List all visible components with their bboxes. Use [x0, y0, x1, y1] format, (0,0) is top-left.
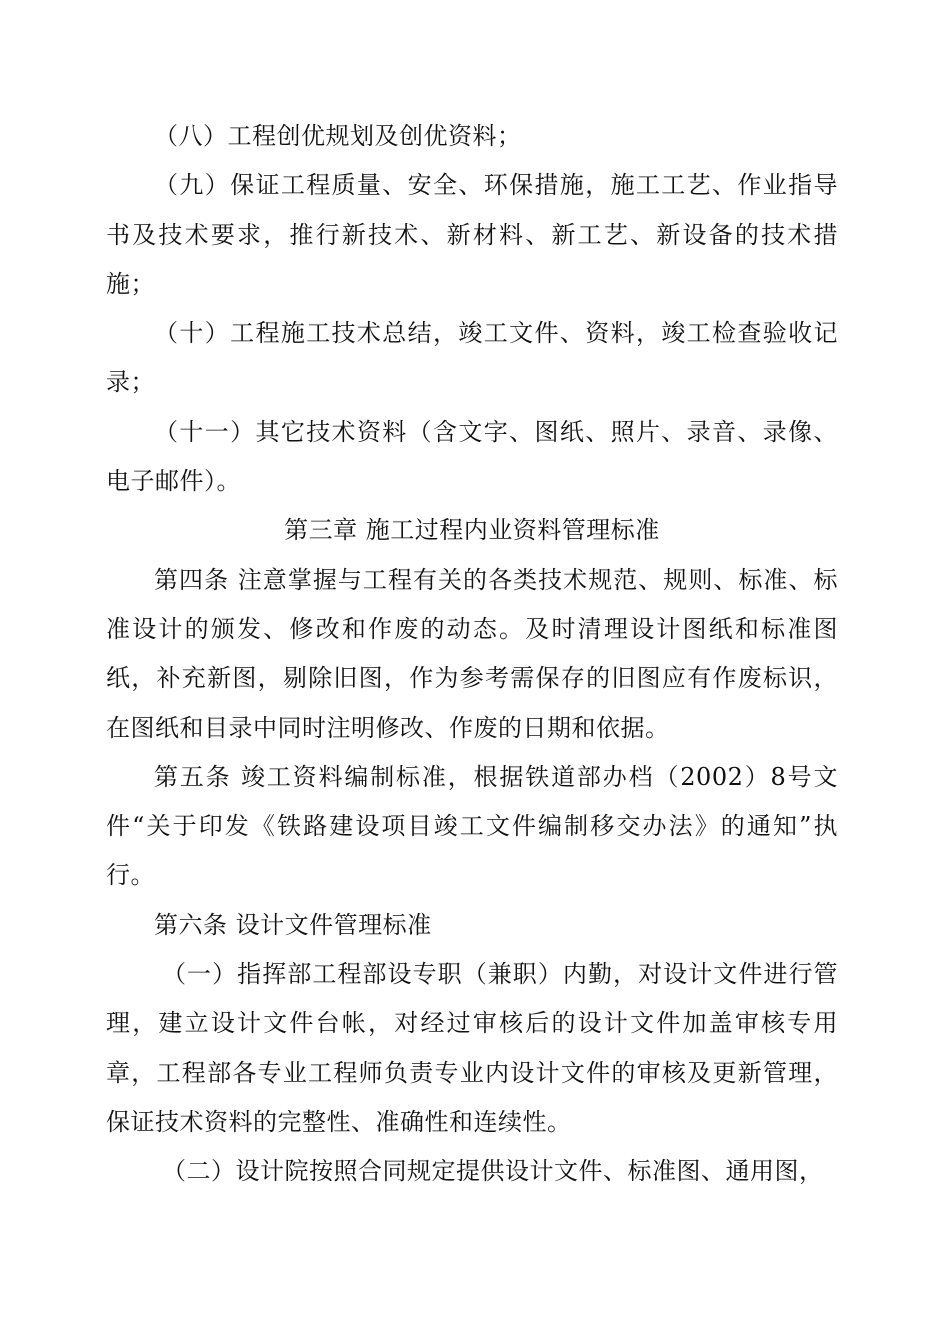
article-6-item-2: （二）设计院按照合同规定提供设计文件、标准图、通用图，	[162, 1157, 824, 1186]
paragraph-item-8: （八）工程创优规划及创优资料；	[154, 122, 522, 150]
paragraph-item-11: （十一）其它技术资料（含文字、图纸、照片、录音、录像、电子邮件）。	[106, 417, 838, 496]
article-4: 第四条 注意掌握与工程有关的各类技术规范、规则、标准、标准设计的颁发、修改和作废的动态。及时清理设计图纸和标准图纸，补充新图，剔除旧图，作为参考需保存的旧图应有作废标识，在图纸和目录中同时注明修改、作废的日期和依据。	[106, 565, 838, 742]
document-body	[106, 112, 838, 1197]
article-5: 第五条 竣工资料编制标准，根据铁道部办档（2002）8号文件“关于印发《铁路建设项目竣工文件编制移交办法》的通知”执行。	[106, 762, 838, 890]
paragraph-item-10: （十）工程施工技术总结，竣工文件、资料，竣工检查验收记录；	[106, 319, 838, 397]
article-6-item-1: （一）指挥部工程部设专职（兼职）内勤，对设计文件进行管理，建立设计文件台帐，对经过审核后的设计文件加盖审核专用章，工程部各专业工程师负责专业内设计文件的审核及更新管理，保证技术资料的完整性、准确性和连续性。	[106, 960, 838, 1136]
chapter-title: 第三章 施工过程内业资料管理标准	[284, 516, 660, 545]
article-6-title: 第六条 设计文件管理标准	[154, 910, 432, 939]
paragraph-item-9: （九）保证工程质量、安全、环保措施，施工工艺、作业指导书及技术要求，推行新技术、新材料、新工艺、新设备的技术措施；	[106, 171, 838, 298]
